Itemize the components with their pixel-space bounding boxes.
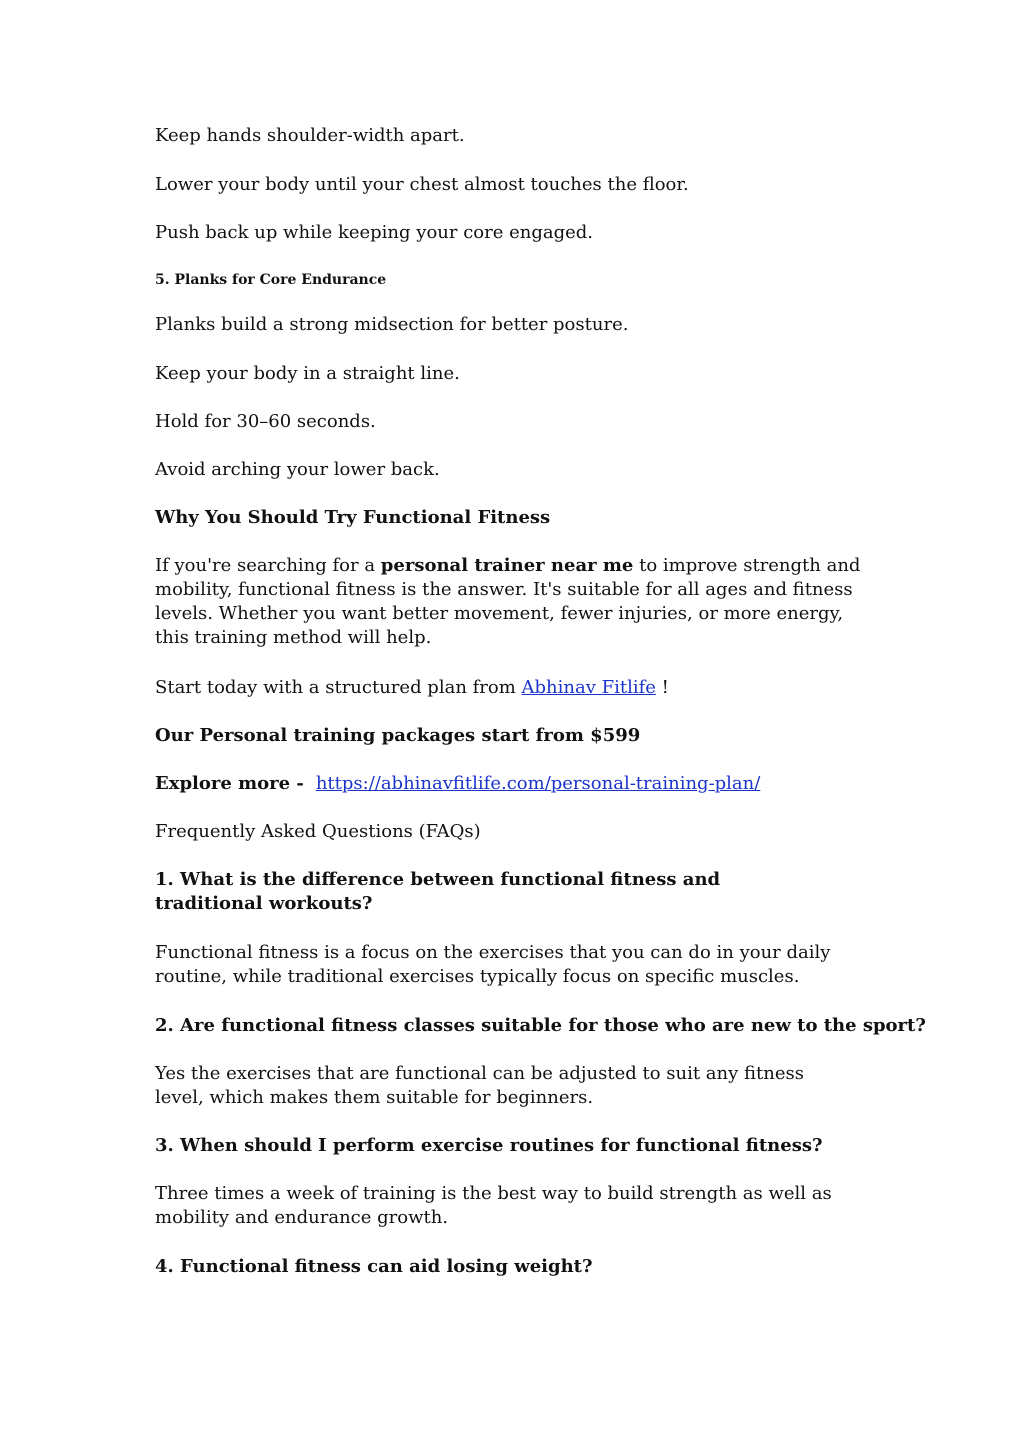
why-heading: Why You Should Try Functional Fitness (155, 507, 551, 528)
faq-question-3: 3. When should I perform exercise routines for functional fitness? (155, 1135, 823, 1156)
faq-answer-1: Functional fitness is a focus on the exercises that you can do in your daily routine, while traditional exercises typically focus on specific muscles. (155, 942, 831, 987)
text-line: Push back up while keeping your core engaged. (155, 222, 594, 243)
text-line: Keep hands shoulder-width apart. (155, 125, 465, 146)
personal-training-plan-link[interactable]: https://abhinavfitlife.com/personal-training-plan/ (315, 773, 761, 794)
faq-question-1: 1. What is the difference between functional fitness and traditional workouts? (155, 869, 721, 914)
why-text-rest: to improve strength and mobility, functional fitness is the answer. It's suitable for all ages and fitness levels. Whether you want better movement, fewer injuries, or more energy, this training method will help. (155, 555, 861, 648)
explore-label: Explore more - (155, 773, 311, 794)
text-line: Keep your body in a straight line. (155, 363, 460, 384)
text-line: Planks build a strong midsection for better posture. (155, 314, 629, 335)
faq-question-4: 4. Functional fitness can aid losing weight? (155, 1256, 593, 1277)
explore-line (155, 772, 895, 796)
faq-answer-2: Yes the exercises that are functional can be adjusted to suit any fitness level, which makes them suitable for beginners. (155, 1063, 804, 1108)
text-line: Hold for 30–60 seconds. (155, 411, 376, 432)
faq-answer-3: Three times a week of training is the best way to build strength as well as mobility and endurance growth. (155, 1183, 832, 1228)
why-text-start: If you're searching for a (155, 555, 381, 576)
text-line: Lower your body until your chest almost touches the floor. (155, 174, 689, 195)
start-text: Start today with a structured plan from (155, 677, 522, 698)
start-line (155, 676, 895, 700)
start-end: ! (655, 677, 669, 698)
why-paragraph (155, 554, 865, 650)
text-line: Avoid arching your lower back. (155, 459, 440, 480)
abhinav-fitlife-link[interactable]: Abhinav Fitlife (521, 677, 656, 698)
faq-title: Frequently Asked Questions (FAQs) (155, 821, 481, 842)
why-keyword: personal trainer near me (380, 555, 634, 576)
packages-line: Our Personal training packages start from $599 (155, 725, 641, 746)
section-heading: 5. Planks for Core Endurance (155, 272, 387, 288)
faq-question-2: 2. Are functional fitness classes suitable for those who are new to the sport? (155, 1015, 926, 1036)
